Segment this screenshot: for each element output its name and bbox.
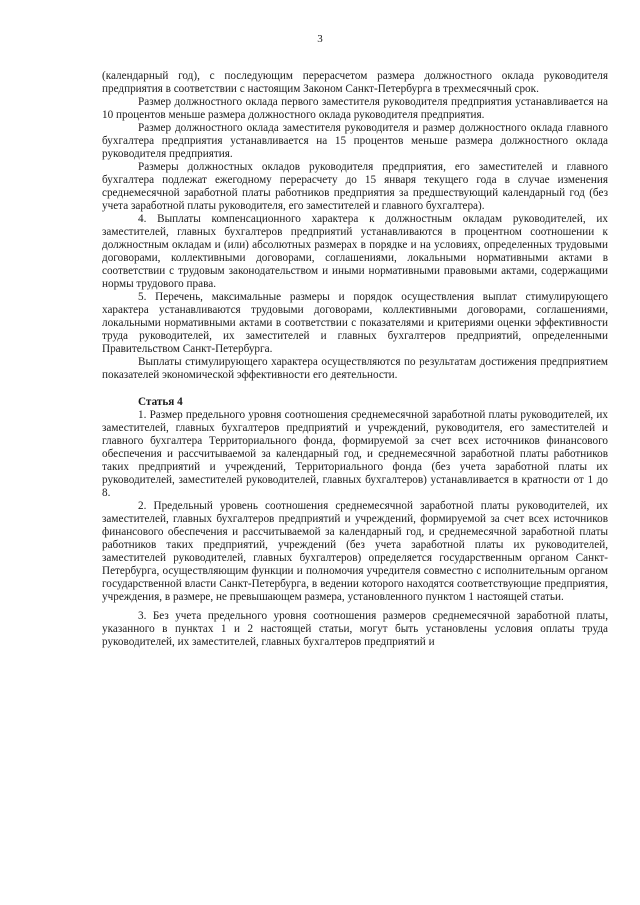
paragraph: Размеры должностных окладов руководителя предприятия, его заместителей и главного бухгалтера подлежат ежегодному перерасчету до 15 января текущего года в случае изменения среднемесячной заработной платы работников предприятия за предшествующий календарный год (без учета заработной платы руководителя, его заместителей и главного бухгалтера). <box>102 161 608 212</box>
paragraph: Выплаты стимулирующего характера осуществляются по результатам достижения предприятием показателей экономической эффективности его деятельности. <box>102 356 608 381</box>
paragraph: (календарный год), с последующим перерасчетом размера должностного оклада руководителя предприятия в соответствии с настоящим Законом Санкт-Петербурга в трехмесячный срок. <box>102 70 608 95</box>
paragraph: Размер должностного оклада заместителя руководителя и размер должностного оклада главного бухгалтера предприятия устанавливается на 15 процентов меньше размера должностного оклада руководителя предприятия. <box>102 122 608 160</box>
article-heading: Статья 4 <box>138 396 183 408</box>
paragraph: Размер должностного оклада первого заместителя руководителя предприятия устанавливается на 10 процентов меньше размера должностного оклада руководителя предприятия. <box>102 96 608 121</box>
paragraph: 4. Выплаты компенсационного характера к должностным окладам руководителей, их заместителей, главных бухгалтеров предприятий устанавливаются в процентном соотношении к должностным окладам и (или) абсолютных размерах в порядке и на условиях, определенных трудовыми договорами, коллективными договорами, соглашениями, локальными нормативными актами в соответствии с трудовым законодательством и иными нормативными правовыми актами, содержащими нормы трудового права. <box>102 213 608 290</box>
paragraph: 5. Перечень, максимальные размеры и порядок осуществления выплат стимулирующего характера устанавливаются трудовыми договорами, коллективными договорами, соглашениями, локальными нормативными актами в соответствии с показателями и критериями оценки эффективности труда руководителей, их заместителей и главных бухгалтеров предприятий, определенными Правительством Санкт-Петербурга. <box>102 291 608 355</box>
paragraph: 3. Без учета предельного уровня соотношения размеров среднемесячной заработной платы, указанного в пунктах 1 и 2 настоящей статьи, могут быть установлены условия оплаты труда руководителей, их заместителей, главных бухгалтеров предприятий и <box>102 610 608 648</box>
paragraph: 1. Размер предельного уровня соотношения среднемесячной заработной платы руководителей, их заместителей, главных бухгалтеров предприятий и учреждений, руководителя, его заместителей и главного бухгалтера Территориального фонда, формируемой за счет всех источников финансового обеспечения и рассчитываемой за календарный год, и среднемесячной заработной платы работников таких предприятий и учреждений, Территориального фонда (без учета заработной платы их руководителей, заместителей руководителей, главных бухгалтеров) устанавливается в кратности от 1 до 8. <box>102 409 608 499</box>
paragraph: 2. Предельный уровень соотношения среднемесячной заработной платы руководителей, их заместителей, главных бухгалтеров предприятий и учреждений, формируемой за счет всех источников финансового обеспечения и рассчитываемой за календарный год, и среднемесячной заработной платы работников таких предприятий, учреждений (без учета заработной платы их руководителей, заместителей руководителей, главных бухгалтеров) определяется государственным органом Санкт-Петербурга, осуществляющим функции и полномочия учредителя совместно с исполнительным органом государственной власти Санкт-Петербурга, в ведении которого находятся соответствующие предприятия, учреждения, в размере, не превышающем размера, установленного пунктом 1 настоящей статьи. <box>102 500 608 603</box>
page-number: 3 <box>317 33 323 45</box>
document-body <box>102 70 608 649</box>
